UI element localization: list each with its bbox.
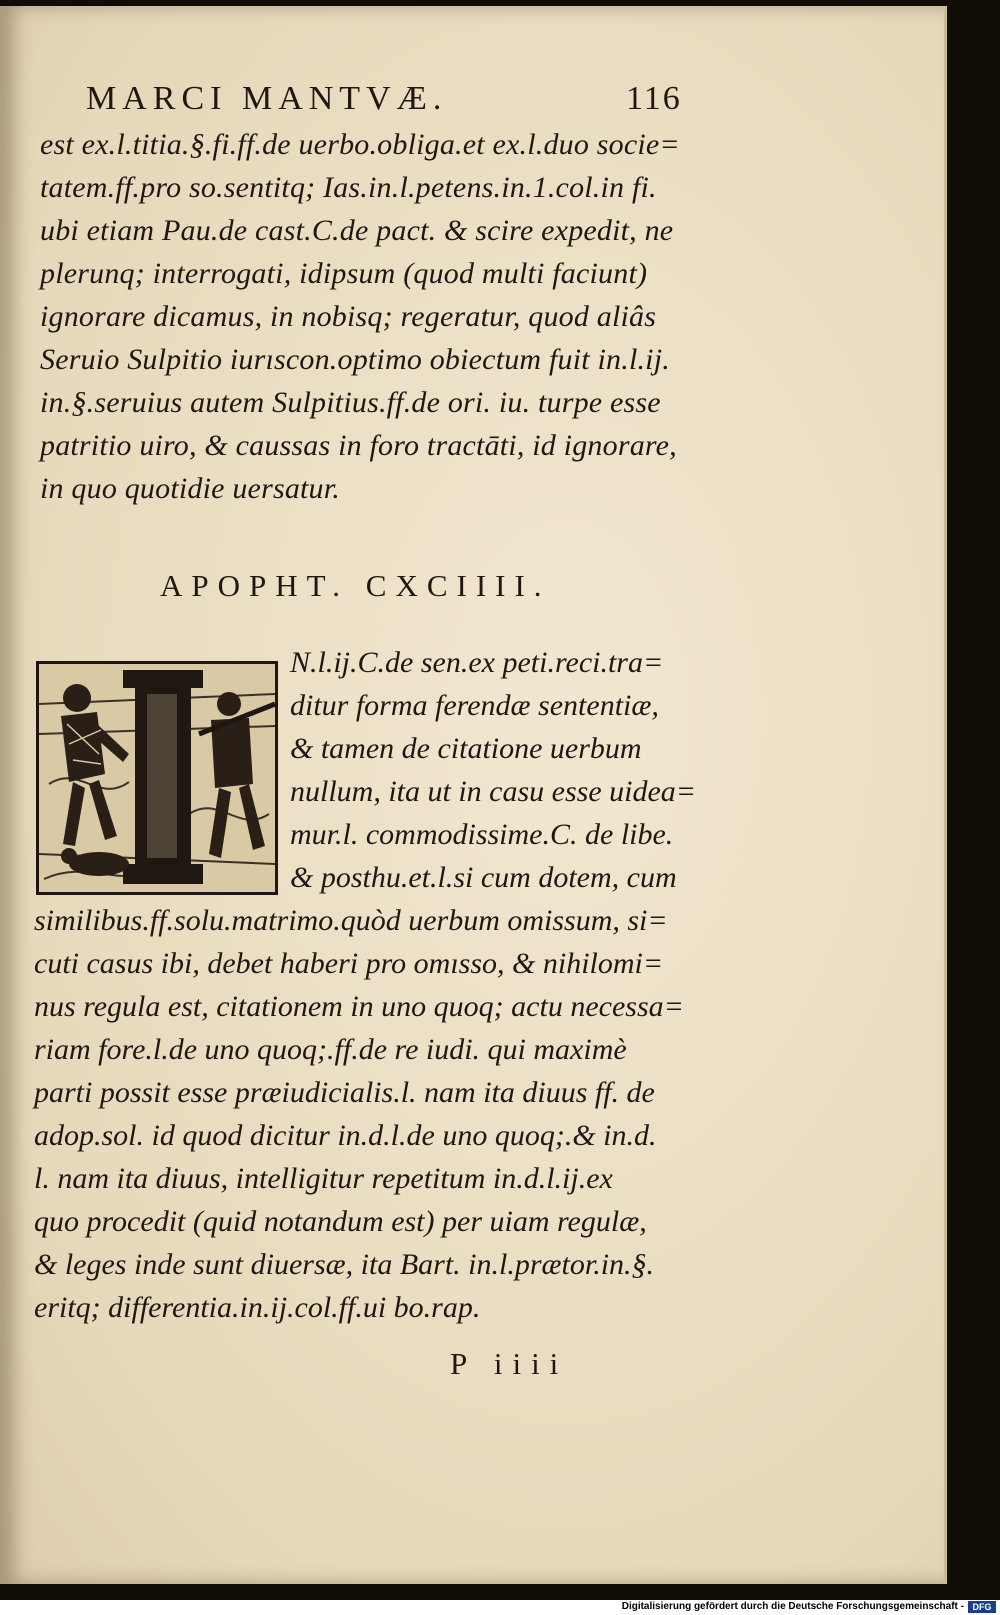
text-line: eritq; differentia.in.ij.col.ff.ui bo.rap. (34, 1291, 481, 1324)
text-line: plerunq; interrogati, idipsum (quod multi faciunt) (40, 257, 648, 290)
running-title: MARCI MANTVÆ. (86, 80, 448, 117)
text-line: adop.sol. id quod dicitur in.d.l.de uno quoq;.& in.d. (34, 1119, 657, 1152)
text-line: l. nam ita diuus, intelligitur repetitum in.d.l.ij.ex (34, 1162, 613, 1195)
text-line: & leges inde sunt diuersæ, ita Bart. in.l.prætor.in.§. (34, 1248, 655, 1281)
footer-credit-text: Digitalisierung gefördert durch die Deutsche Forschungsgemeinschaft - (621, 1601, 964, 1612)
text-line: & posthu.et.l.si cum dotem, cum (290, 861, 677, 894)
book-page (0, 6, 947, 1584)
section-heading: APOPHT. CXCIIII. (160, 568, 551, 603)
text-line: parti possit esse præiudicialis.l. nam ita diuus ff. de (34, 1076, 655, 1109)
woodcut-initial (36, 661, 278, 895)
digitization-footer (0, 1600, 1000, 1615)
text-line: ignorare dicamus, in nobisq; regeratur, quod aliâs (40, 300, 657, 333)
text-line: mur.l. commodissime.C. de libe. (290, 818, 674, 851)
text-line: tatem.ff.pro so.sentitq; Ias.in.l.petens.in.1.col.in fi. (40, 171, 657, 204)
text-line: quo procedit (quid notandum est) per uiam regulæ, (34, 1205, 647, 1238)
text-line: cuti casus ibi, debet haberi pro omısso, & nihilomi= (34, 947, 664, 980)
text-line: N.l.ij.C.de sen.ex peti.reci.tra= (290, 646, 664, 679)
signature-mark: P iiii (450, 1346, 569, 1381)
running-header (86, 80, 726, 118)
text-line: & tamen de citatione uerbum (290, 732, 642, 765)
page-number: 116 (626, 80, 682, 117)
text-line: est ex.l.titia.§.fi.ff.de uerbo.obliga.et ex.l.duo socie= (40, 128, 680, 161)
text-line: patritio uiro, & caussas in foro tractāti, id ignorare, (40, 429, 677, 462)
text-line: Seruio Sulpitio iurıscon.optimo obiectum fuit in.l.ij. (40, 343, 670, 376)
text-line: nus regula est, citationem in uno quoq; actu necessa= (34, 990, 684, 1023)
text-line: ubi etiam Pau.de cast.C.de pact. & scire expedit, ne (40, 214, 674, 247)
woodcut-illustration (39, 664, 275, 892)
dfg-logo: DFG (968, 1601, 996, 1613)
text-line: nullum, ita ut in casu esse uidea= (290, 775, 697, 808)
text-line: ditur forma ferendæ sententiæ, (290, 689, 659, 722)
text-line: in quo quotidie uersatur. (40, 472, 341, 505)
text-line: in.§.seruius autem Sulpitius.ff.de ori. iu. turpe esse (40, 386, 661, 419)
text-line: similibus.ff.solu.matrimo.quòd uerbum omissum, si= (34, 904, 668, 937)
text-line: riam fore.l.de uno quoq;.ff.de re iudi. qui maximè (34, 1033, 627, 1066)
